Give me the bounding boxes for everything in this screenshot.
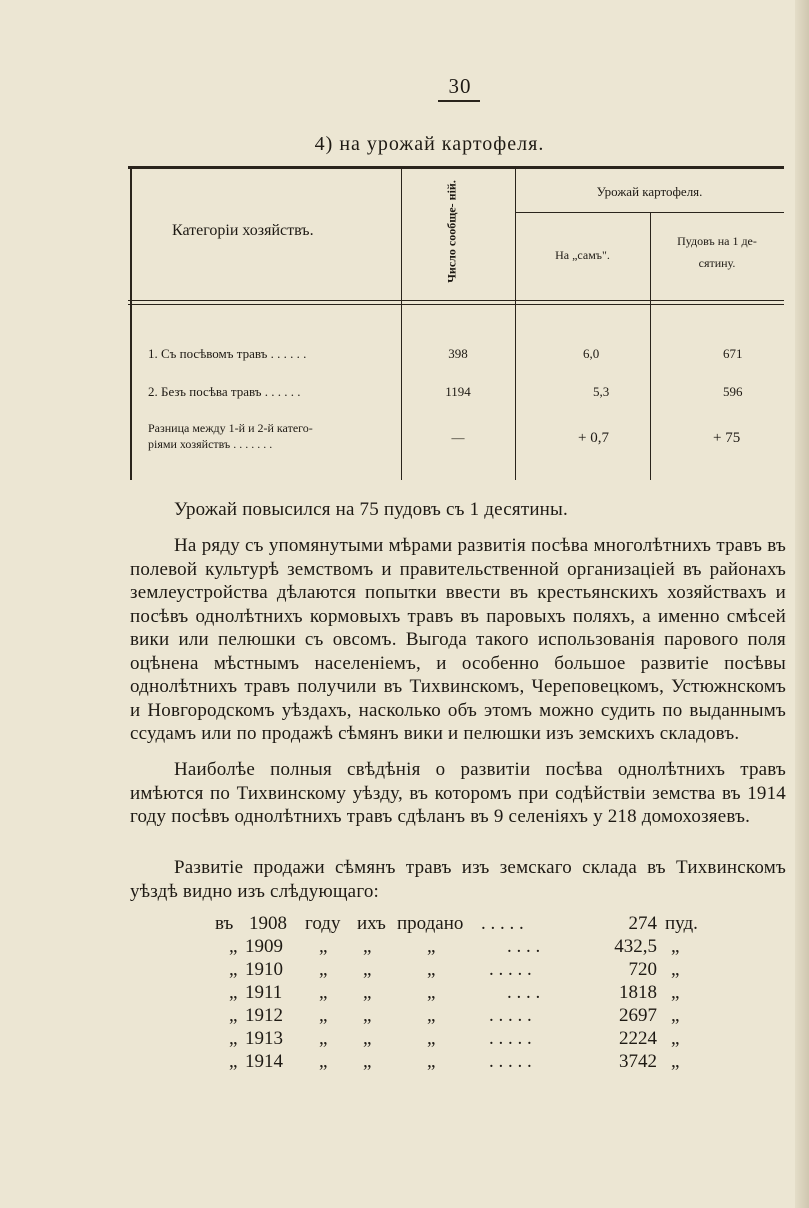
sales-word: продано xyxy=(397,913,464,934)
sales-word: „ xyxy=(319,1028,328,1049)
sales-word: „ xyxy=(363,982,372,1003)
list-item xyxy=(215,959,715,983)
list-item xyxy=(215,913,715,937)
row-reports: 1194 xyxy=(445,384,471,399)
sales-amount: 432,5 xyxy=(614,936,657,957)
sales-word: „ xyxy=(427,1028,436,1049)
sales-unit: „ xyxy=(671,1051,680,1072)
sales-word: „ xyxy=(363,1051,372,1072)
page-number: 30 xyxy=(448,74,472,98)
list-item xyxy=(215,936,715,960)
header-reports: Число сообще- ній. xyxy=(444,180,459,283)
sales-unit: пуд. xyxy=(665,913,698,934)
row-pud: 596 xyxy=(723,384,743,399)
list-item xyxy=(215,1005,715,1029)
sales-dots: . . . . . xyxy=(481,913,524,934)
sales-unit: „ xyxy=(671,1005,680,1026)
sales-year: 1908 xyxy=(249,913,287,934)
sales-word: „ xyxy=(319,1005,328,1026)
sales-word: „ xyxy=(427,1005,436,1026)
sales-word: „ xyxy=(363,1005,372,1026)
table-caption: 4) на урожай картофеля. xyxy=(314,133,545,155)
row-pud: + 75 xyxy=(713,430,741,446)
row-sam: 6,0 xyxy=(583,346,600,361)
table-row xyxy=(148,384,398,400)
sales-unit: „ xyxy=(671,959,680,980)
potato-yield-table xyxy=(128,166,784,480)
sales-dots: . . . . . xyxy=(489,1005,532,1026)
sales-prefix: „ xyxy=(229,982,238,1003)
paragraph-annual-grasses: На ряду съ упомянутыми мѣрами развитія посѣва многолѣтнихъ травъ въ полевой культурѣ земствомъ и правительственной организаціей въ районахъ землеустройства дѣлаются попытки ввести въ крестьянскихъ хозяйствахъ и посѣвъ однолѣтнихъ кормовыхъ травъ въ паровыхъ поляхъ, а именно смѣсей вики или пелюшки съ овсомъ. Выгода такого использованія парового поля оцѣнена мѣстнымъ населеніемъ, и особенно большое развитіе посѣвы однолѣтнихъ травъ получили въ Тихвинскомъ, Череповецкомъ, Устюжнскомъ и Новгородскомъ уѣздахъ, насколько объ этомъ можно судить по выданнымъ ссудамъ или по продажѣ сѣмянъ вики и пелюшки изъ земскихъ складовъ. xyxy=(130,535,786,744)
sales-unit: „ xyxy=(671,1028,680,1049)
sales-dots: . . . . . xyxy=(489,1028,532,1049)
list-item xyxy=(215,982,715,1006)
row-sam: 5,3 xyxy=(593,384,610,399)
header-yield-group: Урожай картофеля. xyxy=(596,184,703,199)
sales-amount: 1818 xyxy=(619,982,657,1003)
sales-unit: „ xyxy=(671,936,680,957)
table-header-rule xyxy=(128,300,784,301)
header-sam: На „самъ". xyxy=(555,248,610,262)
sales-word: „ xyxy=(319,982,328,1003)
sales-year: 1911 xyxy=(245,982,283,1003)
row-category: 1. Съ посѣвомъ травъ . . . . . . xyxy=(148,346,307,361)
sales-word: „ xyxy=(319,1051,328,1072)
sales-amount: 3742 xyxy=(619,1051,657,1072)
sales-year: 1909 xyxy=(245,936,283,957)
table-rule-reports xyxy=(401,166,402,480)
sales-prefix: „ xyxy=(229,1028,238,1049)
paragraph-seed-sales-intro: Развитіе продажи сѣмянъ травъ изъ земскаго склада въ Тихвинскомъ уѣздѣ видно изъ слѣдующаго: xyxy=(130,857,786,902)
sales-amount: 2697 xyxy=(619,1005,657,1026)
sales-amount: 2224 xyxy=(619,1028,657,1049)
sales-word: „ xyxy=(319,936,328,957)
sales-word: „ xyxy=(363,959,372,980)
row-category-cont: ріями хозяйствъ . . . . . . . xyxy=(148,437,273,451)
sales-word: ихъ xyxy=(357,913,386,934)
sales-prefix: „ xyxy=(229,936,238,957)
sales-dots: . . . . xyxy=(507,982,541,1003)
sales-dots: . . . . . xyxy=(489,959,532,980)
sales-year: 1910 xyxy=(245,959,283,980)
table-top-rule xyxy=(128,166,784,169)
sales-prefix: „ xyxy=(229,959,238,980)
sales-prefix: въ xyxy=(215,913,234,934)
row-category: 2. Безъ посѣва травъ . . . . . . xyxy=(148,384,301,399)
sales-prefix: „ xyxy=(229,1051,238,1072)
sales-word: „ xyxy=(427,936,436,957)
row-pud: 671 xyxy=(723,346,743,361)
table-left-rule xyxy=(130,166,132,480)
sales-amount: 720 xyxy=(628,959,657,980)
header-pud: Пудовъ на 1 де- сятину. xyxy=(677,234,757,270)
paragraph-yield-summary: Урожай повысился на 75 пудовъ съ 1 десятины. xyxy=(174,499,568,520)
list-item xyxy=(215,1051,715,1075)
header-category: Категоріи хозяйствъ. xyxy=(172,222,314,239)
sales-word: „ xyxy=(427,982,436,1003)
table-rule-sam xyxy=(515,166,516,480)
sales-unit: „ xyxy=(671,982,680,1003)
sales-dots: . . . . xyxy=(507,936,541,957)
sales-prefix: „ xyxy=(229,1005,238,1026)
page-edge xyxy=(795,0,809,1208)
page-number-rule xyxy=(438,100,480,102)
row-reports: 398 xyxy=(448,346,468,361)
sales-word: „ xyxy=(427,1051,436,1072)
table-row xyxy=(148,420,398,452)
sales-year: 1913 xyxy=(245,1028,283,1049)
table-header-rule-2 xyxy=(128,304,784,305)
table-row xyxy=(148,346,398,362)
list-item xyxy=(215,1028,715,1052)
sales-year: 1912 xyxy=(245,1005,283,1026)
paragraph-tikhvin: Наиболѣе полныя свѣдѣнія о развитіи посѣва однолѣтнихъ травъ имѣются по Тихвинскому уѣзду, въ которомъ при содѣйствіи земства въ 1914 году посѣвъ однолѣтнихъ травъ сдѣланъ въ 9 селеніяхъ у 218 домохозяевъ. xyxy=(130,759,786,827)
row-sam: + 0,7 xyxy=(578,430,609,446)
sales-word: „ xyxy=(427,959,436,980)
sales-dots: . . . . . xyxy=(489,1051,532,1072)
row-category: Разница между 1-й и 2-й катего- xyxy=(148,421,313,435)
sales-year: 1914 xyxy=(245,1051,283,1072)
sales-amount: 274 xyxy=(628,913,657,934)
sales-word: „ xyxy=(363,936,372,957)
sales-word: „ xyxy=(319,959,328,980)
row-reports: — xyxy=(451,430,465,445)
sales-word: году xyxy=(305,913,341,934)
sales-word: „ xyxy=(363,1028,372,1049)
